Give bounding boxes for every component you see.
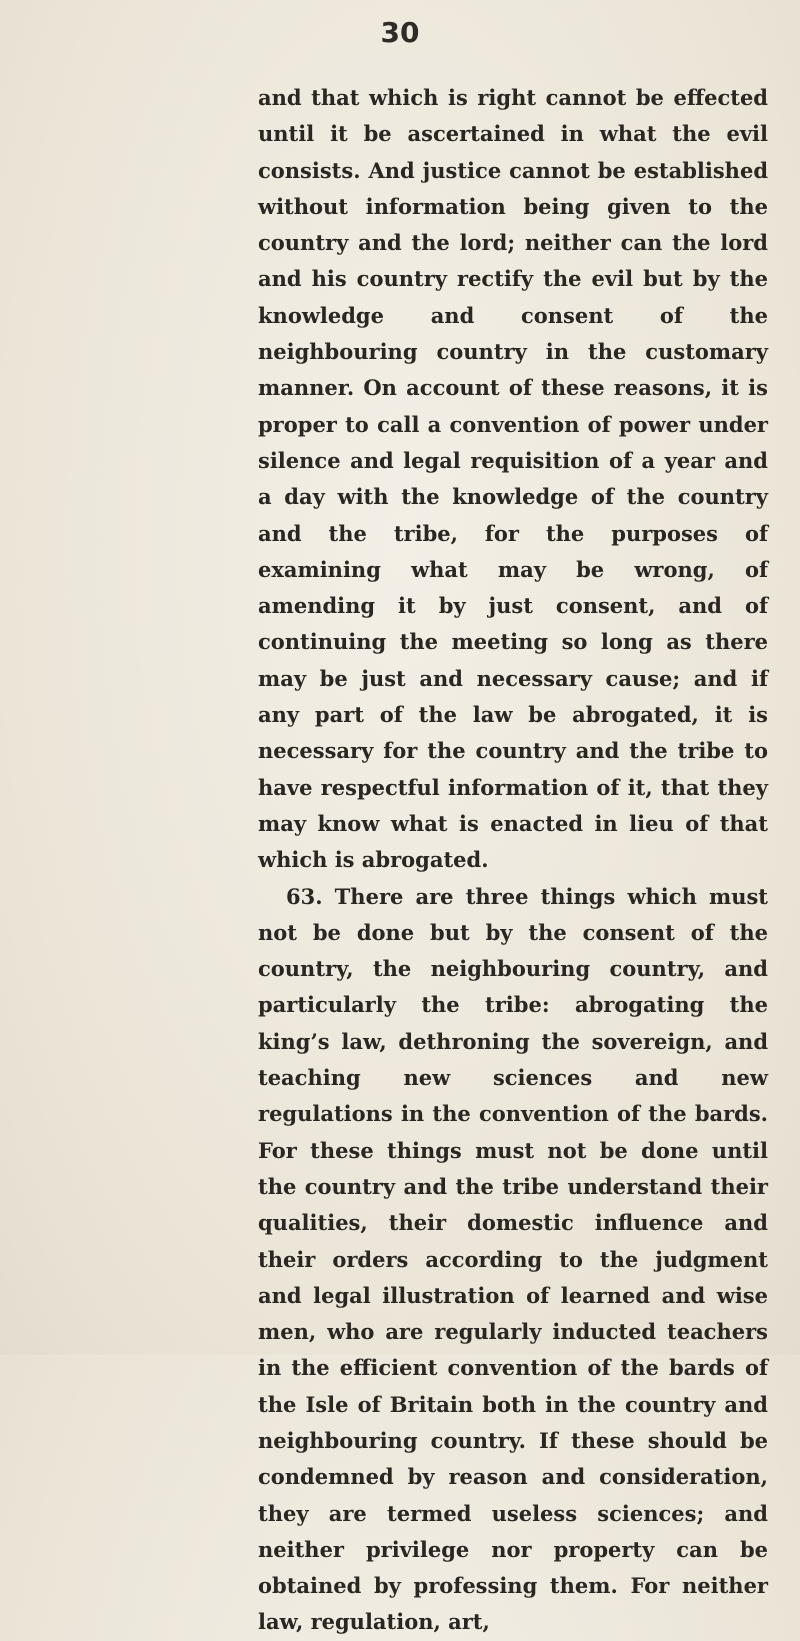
body-text <box>258 80 768 1641</box>
paragraph-63: 63. There are three things which must not be done but by the consent of the country, the neighbouring country, and particularly the tribe: abrogating the king’s law, dethroning the sovereign, and teaching new sciences and new regulations in the convention of the bards. For these things must not be done until the country and the tribe understand their qualities, their domestic influence and their orders according to the judgment and legal illustration of learned and wise men, who are regularly inducted teachers in the efficient convention of the bards of the Isle of Britain both in the country and neighbouring country. If these should be condemned by reason and consideration, they are termed useless sciences; and neither privilege nor property can be obtained by professing them. For neither law, regulation, art, <box>258 883 768 1635</box>
page-number: 30 <box>380 16 420 49</box>
paragraph-continuation: and that which is right cannot be effected until it be ascertained in what the evil consists. And justice cannot be established without information being given to the country and the lord; neither can the lord and his country rectify the evil but by the knowledge and consent of the neighbouring country in the customary manner. On account of these reasons, it is proper to call a convention of power under silence and legal requisition of a year and a day with the knowledge of the country and the tribe, for the purposes of examining what may be wrong, of amending it by just consent, and of continuing the meeting so long as there may be just and necessary cause; and if any part of the law be abrogated, it is necessary for the country and the tribe to have respectful information of it, that they may know what is enacted in lieu of that which is abrogated. <box>258 85 768 873</box>
